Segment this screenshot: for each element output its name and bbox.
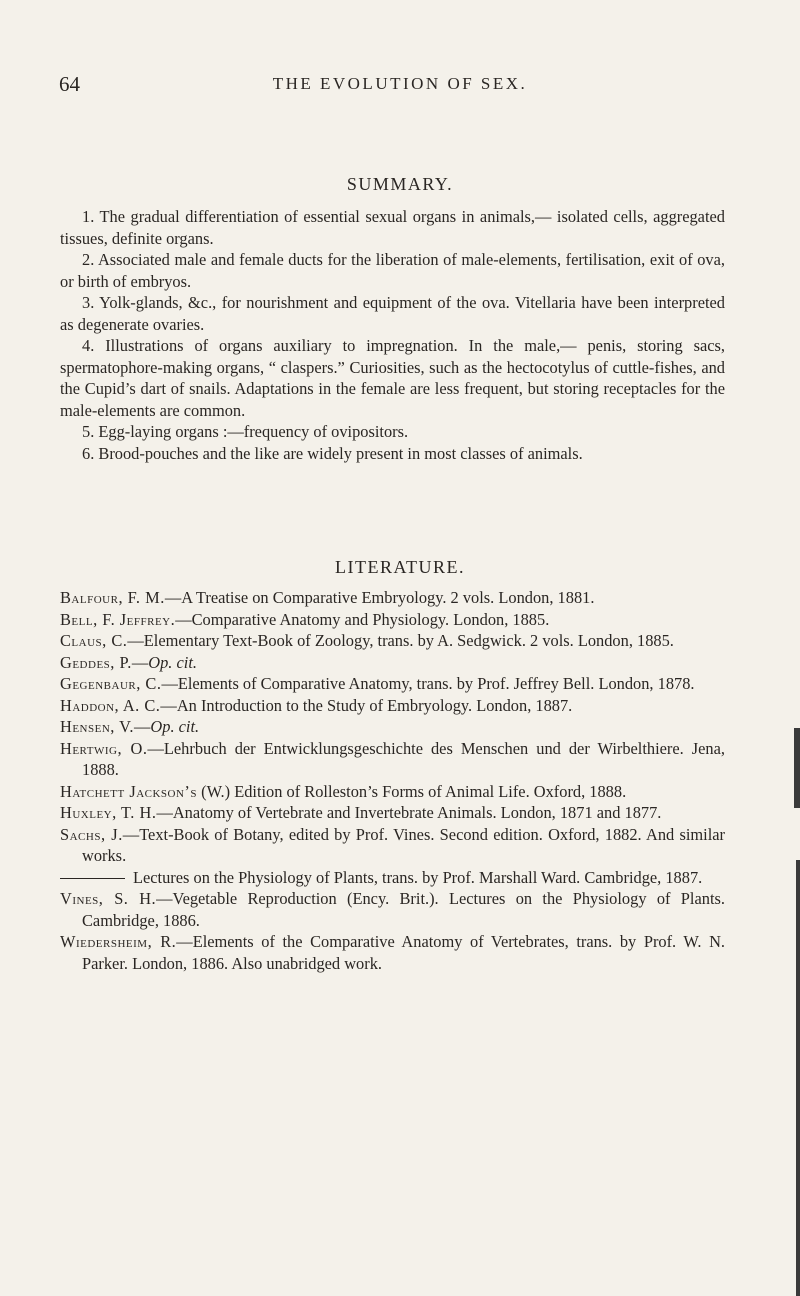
- running-title: THE EVOLUTION OF SEX.: [272, 74, 528, 93]
- reference-entry: [60, 695, 725, 717]
- reference-entry: [60, 888, 725, 931]
- summary-item: 2. Associated male and female ducts for the liberation of male-elements, fertilisation, exit of ova, or birth of embryos.: [60, 250, 725, 291]
- summary-heading: SUMMARY.: [346, 174, 454, 194]
- reference-entry: [60, 781, 725, 803]
- reference-text: —: [134, 717, 151, 736]
- summary-list: [60, 206, 725, 464]
- literature-list: [60, 587, 725, 974]
- reference-entry: [60, 673, 725, 695]
- reference-author: Wiedersheim, R.: [60, 932, 177, 951]
- reference-author: Hertwig, O.: [60, 738, 148, 758]
- reference-entry: [60, 587, 725, 609]
- reference-author: Hatchett Jackson’s: [60, 781, 198, 801]
- summary-item: 3. Yolk-glands, &c., for nourishment and equipment of the ova. Vitellaria have been interpreted as degenerate ovaries.: [60, 293, 725, 334]
- reference-author: Sachs, J.: [60, 824, 123, 844]
- reference-author: Balfour, F. M.: [60, 588, 165, 607]
- reference-author: Vines, S. H.: [60, 889, 157, 908]
- reference-text: Lectures on the Physiology of Plants, trans. by Prof. Marshall Ward. Cambridge, 1887.: [133, 867, 703, 887]
- reference-author: Huxley, T. H.: [60, 803, 157, 822]
- reference-text: —Text-Book of Botany, edited by Prof. Vines. Second edition. Oxford, 1882. And similar works.: [82, 824, 725, 865]
- page-edge-mark: [796, 860, 800, 1296]
- summary-item: 5. Egg-laying organs :—frequency of ovipositors.: [82, 422, 409, 441]
- reference-text: —Comparative Anatomy and Physiology. London, 1885.: [175, 609, 550, 629]
- reference-author: Haddon, A. C.: [60, 695, 161, 715]
- summary-item: 1. The gradual differentiation of essential sexual organs in animals,— isolated cells, aggregated tissues, definite organs.: [60, 207, 725, 248]
- reference-italic: Op. cit.: [148, 652, 197, 672]
- reference-text: —Elements of Comparative Anatomy, trans. by Prof. Jeffrey Bell. London, 1878.: [161, 674, 695, 693]
- summary-item: 6. Brood-pouches and the like are widely present in most classes of animals.: [82, 443, 583, 463]
- reference-text: —: [131, 652, 149, 672]
- page-header: [0, 72, 800, 102]
- reference-entry: [60, 652, 725, 674]
- reference-text: —A Treatise on Comparative Embryology. 2 vols. London, 1881.: [164, 588, 595, 607]
- reference-entry: [60, 867, 725, 889]
- reference-entry: [60, 802, 725, 824]
- reference-entry: [60, 630, 725, 652]
- reference-text: —Vegetable Reproduction (Ency. Brit.). Lectures on the Physiology of Plants. Cambridge, 1886.: [82, 889, 725, 930]
- reference-entry: [60, 609, 725, 631]
- reference-text: (W.) Edition of Rolleston’s Forms of Animal Life. Oxford, 1888.: [197, 781, 627, 801]
- reference-text: —An Introduction to the Study of Embryology. London, 1887.: [160, 695, 573, 715]
- summary-item: 4. Illustrations of organs auxiliary to impregnation. In the male,— penis, storing sacs, spermatophore-making organs, “ claspers.” Curiosities, such as the hectocotylus of cuttle-fishes, and the Cupid’s dart of snails. Adaptations in the female are less frequent, but storing receptacles for the male-elements are common.: [60, 336, 725, 420]
- ditto-dash: [60, 878, 125, 879]
- reference-author: Hensen, V.: [60, 717, 135, 736]
- reference-entry: [60, 824, 725, 867]
- page-edge-mark: [794, 728, 800, 808]
- reference-text: —Lehrbuch der Entwicklungsgeschichte des Menschen und der Wirbelthiere. Jena, 1888.: [82, 738, 725, 779]
- reference-entry: [60, 716, 725, 738]
- reference-entry: [60, 931, 725, 974]
- page-number: 64: [59, 72, 80, 96]
- literature-heading: LITERATURE.: [335, 557, 465, 577]
- reference-author: Bell, F. Jeffrey.: [60, 609, 176, 629]
- reference-text: —Anatomy of Vertebrate and Invertebrate Animals. London, 1871 and 1877.: [156, 803, 662, 822]
- reference-text: —Elements of the Comparative Anatomy of Vertebrates, trans. by Prof. W. N. Parker. London, 1886. Also unabridged work.: [82, 932, 726, 973]
- reference-author: Geddes, P.: [60, 652, 132, 672]
- reference-italic: Op. cit.: [150, 717, 200, 736]
- reference-text: —Elementary Text-Book of Zoology, trans. by A. Sedgwick. 2 vols. London, 1885.: [127, 631, 674, 650]
- reference-author: Gegenbaur, C.: [60, 674, 162, 693]
- reference-entry: [60, 738, 725, 781]
- reference-author: Claus, C.: [60, 631, 128, 650]
